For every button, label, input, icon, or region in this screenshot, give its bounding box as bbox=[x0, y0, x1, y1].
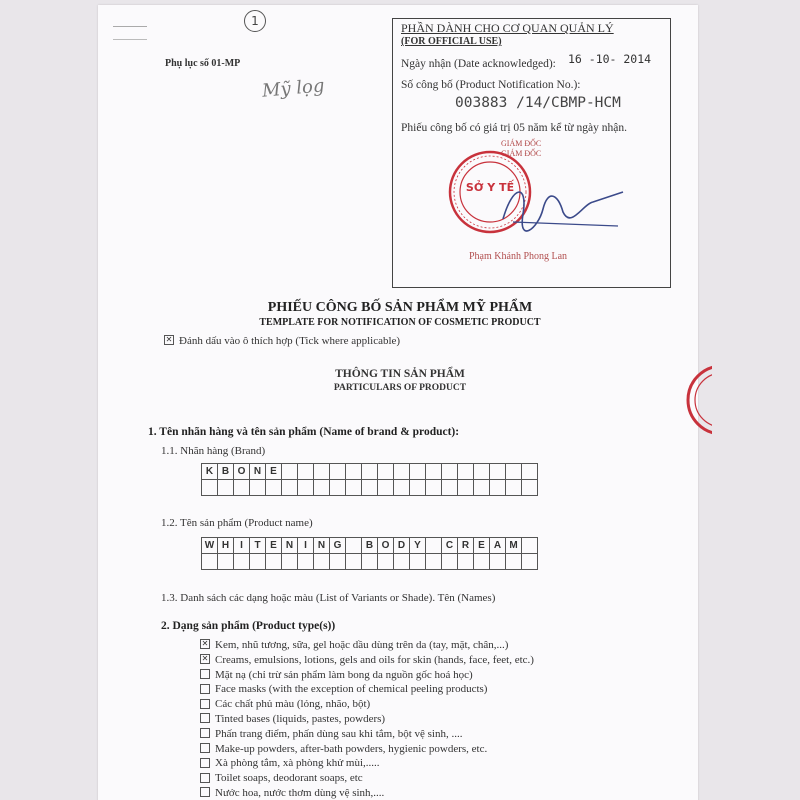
grid-cell bbox=[282, 554, 298, 570]
grid-cell: E bbox=[474, 538, 490, 554]
grid-cell: O bbox=[378, 538, 394, 554]
grid-cell bbox=[490, 464, 506, 480]
grid-cell bbox=[490, 480, 506, 496]
grid-cell bbox=[410, 480, 426, 496]
grid-cell: Y bbox=[410, 538, 426, 554]
brand-grid bbox=[201, 463, 538, 496]
grid-cell: I bbox=[234, 538, 250, 554]
grid-cell bbox=[362, 554, 378, 570]
checked-box-icon[interactable]: ✕ bbox=[201, 639, 209, 649]
grid-cell bbox=[314, 480, 330, 496]
grid-cell bbox=[378, 480, 394, 496]
grid-cell bbox=[282, 464, 298, 480]
product-type-option[interactable] bbox=[200, 757, 380, 769]
grid-cell bbox=[266, 554, 282, 570]
grid-cell: E bbox=[266, 464, 282, 480]
product-type-option[interactable] bbox=[200, 787, 384, 799]
validity-note: Phiếu công bố có giá trị 05 năm kể từ ngày nhận. bbox=[401, 122, 627, 134]
product-type-option[interactable] bbox=[200, 639, 508, 651]
grid-cell bbox=[426, 554, 442, 570]
product-type-option[interactable] bbox=[200, 654, 534, 666]
grid-cell: B bbox=[362, 538, 378, 554]
grid-cell: T bbox=[250, 538, 266, 554]
brand-label: 1.1. Nhãn hàng (Brand) bbox=[161, 445, 266, 457]
product-type-option-label: Face masks (with the exception of chemical peeling products) bbox=[215, 683, 488, 696]
date-acknowledged-label: Ngày nhận (Date acknowledged): bbox=[401, 58, 556, 70]
grid-cell bbox=[474, 480, 490, 496]
product-type-option-label: Xà phòng tắm, xà phòng khử mùi,..... bbox=[215, 757, 380, 770]
grid-cell bbox=[426, 538, 442, 554]
product-type-option[interactable] bbox=[200, 669, 473, 681]
product-type-option-label: Mặt nạ (chỉ trừ sản phẩm làm bong da nguồn gốc hoá học) bbox=[215, 668, 473, 681]
grid-cell bbox=[250, 554, 266, 570]
official-use-heading-en: (FOR OFFICIAL USE) bbox=[401, 36, 502, 47]
official-use-heading: PHẦN DÀNH CHO CƠ QUAN QUẢN LÝ bbox=[401, 21, 614, 35]
grid-cell: H bbox=[218, 538, 234, 554]
grid-cell bbox=[474, 554, 490, 570]
form-title-en: TEMPLATE FOR NOTIFICATION OF COSMETIC PRODUCT bbox=[259, 317, 541, 328]
grid-cell bbox=[330, 480, 346, 496]
grid-cell bbox=[314, 554, 330, 570]
grid-cell bbox=[410, 464, 426, 480]
signer-name: Phạm Khánh Phong Lan bbox=[469, 251, 568, 262]
grid-cell bbox=[506, 480, 522, 496]
grid-cell: W bbox=[202, 538, 218, 554]
product-type-option-label: Kem, nhũ tương, sữa, gel hoặc dầu dùng trên da (tay, mặt, chân,...) bbox=[215, 639, 509, 651]
grid-cell: N bbox=[282, 538, 298, 554]
grid-cell bbox=[522, 554, 538, 570]
particulars-heading-en: PARTICULARS OF PRODUCT bbox=[333, 383, 467, 393]
product-type-option-label: Tinted bases (liquids, pastes, powders) bbox=[215, 713, 386, 725]
grid-cell bbox=[330, 554, 346, 570]
grid-cell bbox=[298, 464, 314, 480]
notification-number-label: Số công bố (Product Notification No.): bbox=[401, 79, 581, 91]
product-type-option-label: Make-up powders, after-bath powders, hygienic powders, etc. bbox=[215, 742, 488, 755]
grid-cell bbox=[202, 554, 218, 570]
grid-cell bbox=[234, 480, 250, 496]
director-title-line1: GIÁM ĐỐC bbox=[501, 139, 542, 148]
annex-label: Phụ lục số 01-MP bbox=[165, 58, 241, 69]
product-type-option[interactable] bbox=[200, 713, 385, 725]
grid-cell bbox=[346, 480, 362, 496]
grid-cell bbox=[218, 554, 234, 570]
grid-cell bbox=[282, 480, 298, 496]
section-2-heading: 2. Dạng sản phẩm (Product type(s)) bbox=[161, 620, 336, 632]
grid-cell bbox=[458, 480, 474, 496]
grid-row bbox=[202, 480, 538, 496]
grid-cell: G bbox=[330, 538, 346, 554]
grid-cell: C bbox=[442, 538, 458, 554]
grid-cell bbox=[506, 464, 522, 480]
grid-cell bbox=[298, 554, 314, 570]
product-type-option[interactable] bbox=[200, 772, 363, 784]
grid-cell bbox=[442, 554, 458, 570]
staple-mark bbox=[113, 26, 147, 40]
grid-cell bbox=[506, 554, 522, 570]
page-number-circle: 1 bbox=[244, 10, 266, 32]
product-name-label: 1.2. Tên sản phẩm (Product name) bbox=[161, 517, 313, 529]
grid-cell: A bbox=[490, 538, 506, 554]
grid-cell bbox=[378, 464, 394, 480]
handwritten-note: Mỹ lọg bbox=[261, 75, 326, 102]
director-title-line2: GIÁM ĐỐC bbox=[501, 149, 542, 158]
grid-cell: B bbox=[218, 464, 234, 480]
date-acknowledged-value: 16 -10- 2014 bbox=[568, 52, 652, 66]
product-type-option[interactable] bbox=[200, 743, 487, 755]
product-type-option-label: Phấn trang điểm, phấn dùng sau khi tắm, bột vệ sinh, .... bbox=[215, 727, 463, 740]
checkbox-icon[interactable] bbox=[200, 713, 210, 723]
grid-cell bbox=[410, 554, 426, 570]
section-1-heading: 1. Tên nhãn hàng và tên sản phẩm (Name of brand & product): bbox=[148, 426, 460, 438]
seal-text: SỞ Y TẾ bbox=[465, 181, 515, 194]
checkbox-icon[interactable] bbox=[200, 743, 210, 753]
checkbox-icon[interactable] bbox=[200, 773, 210, 783]
grid-cell bbox=[522, 464, 538, 480]
product-type-option-label: Nước hoa, nước thơm dùng vệ sinh,.... bbox=[215, 787, 385, 799]
grid-cell bbox=[394, 480, 410, 496]
grid-cell bbox=[314, 464, 330, 480]
product-type-option[interactable] bbox=[200, 698, 370, 710]
grid-cell bbox=[522, 538, 538, 554]
grid-cell bbox=[442, 480, 458, 496]
grid-cell: K bbox=[202, 464, 218, 480]
grid-cell bbox=[458, 464, 474, 480]
checkbox-icon[interactable] bbox=[200, 787, 210, 797]
grid-cell: D bbox=[394, 538, 410, 554]
product-type-option-label: Creams, emulsions, lotions, gels and oils for skin (hands, face, feet, etc.) bbox=[215, 653, 534, 666]
grid-cell bbox=[490, 554, 506, 570]
grid-cell: O bbox=[234, 464, 250, 480]
product-type-option[interactable] bbox=[200, 728, 462, 740]
grid-cell bbox=[426, 480, 442, 496]
grid-cell bbox=[330, 464, 346, 480]
grid-cell bbox=[346, 554, 362, 570]
checkbox-icon[interactable] bbox=[200, 669, 210, 679]
grid-cell bbox=[298, 480, 314, 496]
grid-cell: E bbox=[266, 538, 282, 554]
grid-cell bbox=[266, 480, 282, 496]
grid-cell bbox=[426, 464, 442, 480]
product-type-option-label: Toilet soaps, deodorant soaps, etc bbox=[215, 772, 363, 785]
grid-row bbox=[202, 464, 538, 480]
grid-cell bbox=[346, 538, 362, 554]
checkbox-icon[interactable] bbox=[200, 758, 210, 768]
grid-cell: R bbox=[458, 538, 474, 554]
grid-cell bbox=[394, 554, 410, 570]
grid-cell: I bbox=[298, 538, 314, 554]
grid-cell: N bbox=[314, 538, 330, 554]
checked-box-icon: ✕ bbox=[165, 335, 173, 345]
checked-box-icon[interactable]: ✕ bbox=[201, 654, 209, 664]
grid-cell bbox=[346, 464, 362, 480]
grid-row bbox=[202, 538, 538, 554]
form-title: PHIẾU CÔNG BỐ SẢN PHẨM MỸ PHẨM bbox=[267, 300, 533, 315]
grid-row bbox=[202, 554, 538, 570]
grid-cell bbox=[378, 554, 394, 570]
signature-icon bbox=[483, 174, 633, 244]
grid-cell bbox=[442, 464, 458, 480]
grid-cell: M bbox=[506, 538, 522, 554]
grid-cell bbox=[362, 480, 378, 496]
checkbox-icon[interactable] bbox=[200, 684, 210, 694]
tick-instruction bbox=[164, 335, 400, 347]
notification-number-value: 003883 /14/CBMP-HCM bbox=[455, 95, 621, 111]
grid-cell bbox=[362, 464, 378, 480]
product-name-grid bbox=[201, 537, 538, 570]
grid-cell bbox=[522, 480, 538, 496]
product-type-option[interactable] bbox=[200, 683, 487, 695]
grid-cell bbox=[218, 480, 234, 496]
grid-cell bbox=[250, 480, 266, 496]
grid-cell bbox=[474, 464, 490, 480]
tick-instruction-text: Đánh dấu vào ô thích hợp (Tick where applicable) bbox=[179, 335, 401, 347]
checkbox-icon[interactable] bbox=[200, 728, 210, 738]
grid-cell bbox=[394, 464, 410, 480]
grid-cell bbox=[234, 554, 250, 570]
grid-cell bbox=[458, 554, 474, 570]
product-type-option-label: Các chất phủ màu (lỏng, nhão, bột) bbox=[215, 698, 371, 711]
grid-cell: N bbox=[250, 464, 266, 480]
particulars-heading: THÔNG TIN SẢN PHẨM bbox=[335, 368, 465, 380]
grid-cell bbox=[202, 480, 218, 496]
checkbox-icon[interactable] bbox=[200, 699, 210, 709]
variants-label: 1.3. Danh sách các dạng hoặc màu (List of Variants or Shade). Tên (Names) bbox=[161, 592, 496, 604]
stamp-edge-icon bbox=[682, 360, 712, 440]
official-use-box bbox=[392, 18, 671, 288]
